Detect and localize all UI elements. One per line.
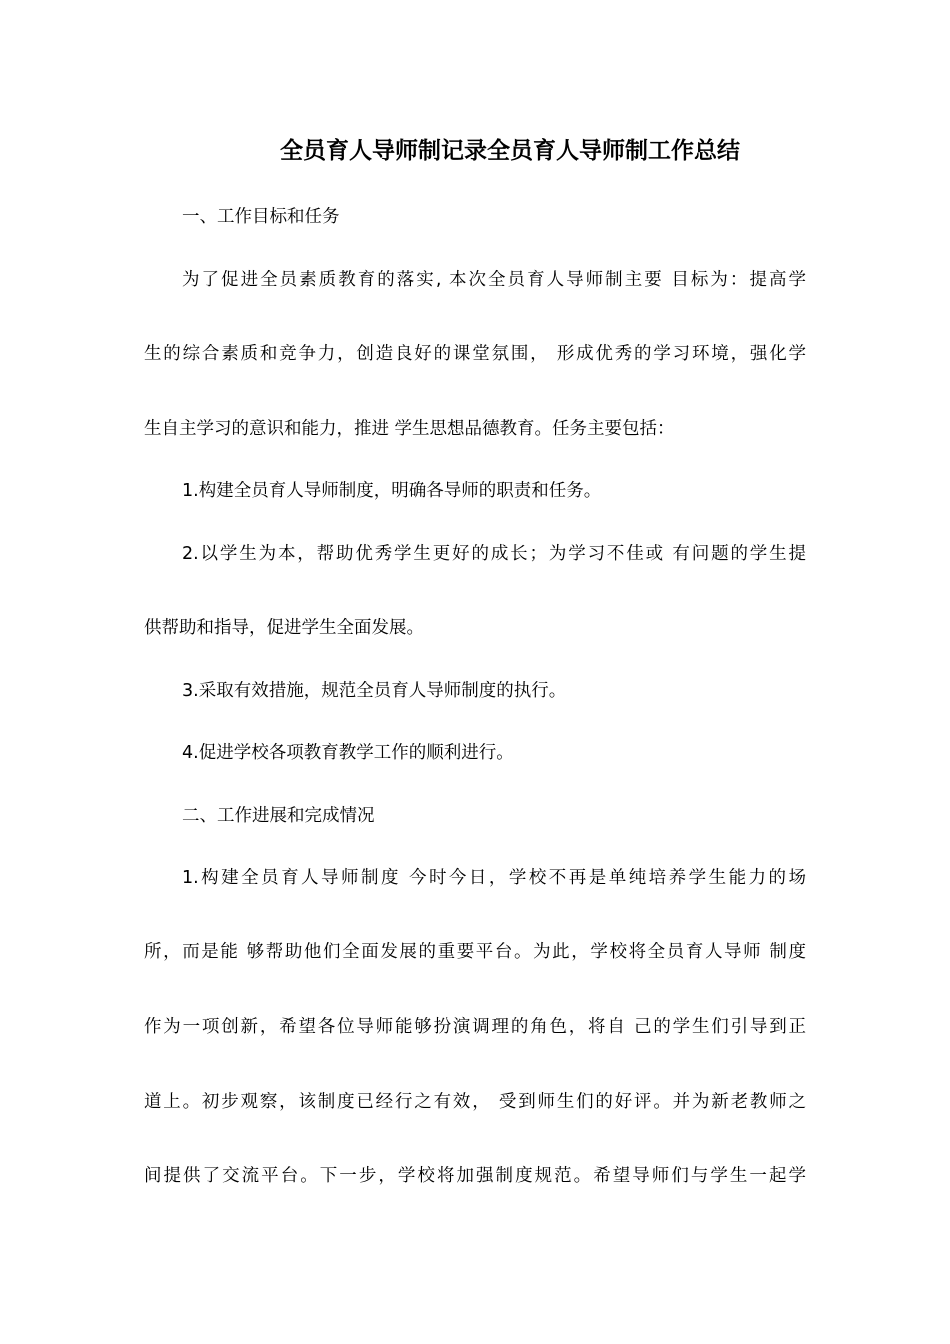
paragraph-line: 1.构建全员育人导师制度 今时今日，学校不再是单纯培养学生能力的场	[182, 868, 806, 888]
document-title: 全员育人导师制记录全员育人导师制工作总结	[280, 138, 740, 164]
paragraph-line: 作为一项创新，希望各位导师能够扮演调理的角色，将自 己的学生们引导到正	[144, 1017, 806, 1037]
paragraph-line: 间提供了交流平台。下一步，学校将加强制度规范。希望导师们与学生一起学	[144, 1166, 806, 1186]
list-item-2: 2.以学生为本，帮助优秀学生更好的成长；为学习不佳或 有问题的学生提	[182, 544, 806, 564]
list-item-3: 3.采取有效措施，规范全员育人导师制度的执行。	[182, 681, 567, 701]
list-item-4: 4.促进学校各项教育教学工作的顺利进行。	[182, 743, 514, 763]
paragraph-line: 供帮助和指导，促进学生全面发展。	[144, 618, 424, 638]
list-item-1: 1.构建全员育人导师制度，明确各导师的职责和任务。	[182, 481, 602, 501]
paragraph-line: 所，而是能 够帮助他们全面发展的重要平台。为此，学校将全员育人导师 制度	[144, 942, 806, 962]
paragraph-line: 生自主学习的意识和能力，推进 学生思想品德教育。任务主要包括：	[144, 419, 675, 439]
paragraph-line: 道上。初步观察，该制度已经行之有效， 受到师生们的好评。并为新老教师之	[144, 1092, 806, 1112]
section-heading-1: 一、工作目标和任务	[182, 207, 340, 227]
paragraph-line: 为了促进全员素质教育的落实, 本次全员育人导师制主要 目标为：提高学	[182, 270, 806, 290]
section-heading-2: 二、工作进展和完成情况	[182, 806, 375, 826]
paragraph-line: 生的综合素质和竞争力，创造良好的课堂氛围， 形成优秀的学习环境，强化学	[144, 344, 806, 364]
